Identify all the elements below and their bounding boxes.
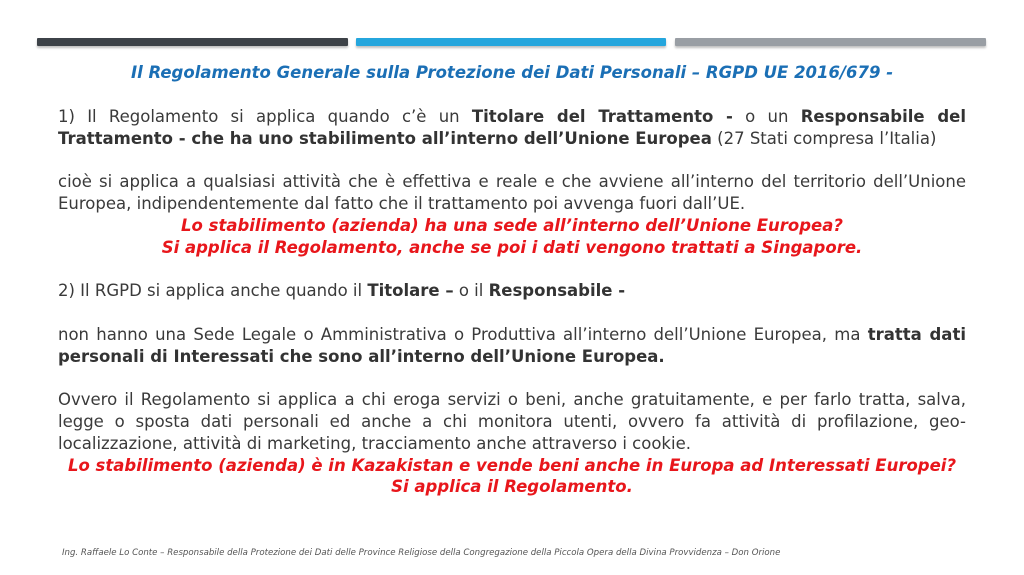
p4-text-1: non hanno una Sede Legale o Amministrativa o Produttiva all’interno dell’Unione Europea, ma bbox=[58, 324, 868, 344]
red-question-2: Lo stabilimento (azienda) è in Kazakistan e vende beni anche in Europa ad Interessati Europei? bbox=[67, 455, 957, 475]
red-question-1: Lo stabilimento (azienda) ha una sede all’interno dell’Unione Europea? bbox=[181, 215, 843, 235]
header-bar-dark bbox=[37, 38, 348, 46]
footer-credit: Ing. Raffaele Lo Conte – Responsabile della Protezione dei Dati delle Province Religiose della Congregazione della Piccola Opera della Divina Provvidenza – Don Orione bbox=[62, 548, 781, 558]
p1-bold-1: Titolare del Trattamento - bbox=[471, 106, 733, 126]
paragraph-5: Ovvero il Regolamento si applica a chi eroga servizi o beni, anche gratuitamente, e per farlo tratta, salva, legge o sposta dati personali ed anche a chi monitora utenti, ovvero fa attività di profilazione, geo-localizzazione, attività di marketing, tracciamento anche attraverso i cookie. bbox=[58, 390, 966, 453]
p3-bold-2: Responsabile - bbox=[488, 281, 626, 301]
p1-bold-2: Responsabile del Trattamento - che ha uno stabilimento all’interno dell’Unione Europea bbox=[58, 106, 966, 148]
p3-text-2: o il bbox=[453, 281, 489, 301]
red-answer-2: Si applica il Regolamento. bbox=[391, 477, 633, 497]
slide-content bbox=[58, 62, 966, 498]
header-bar-gray bbox=[675, 38, 986, 46]
p1-text-2: o un bbox=[732, 106, 801, 126]
paragraph-3 bbox=[58, 280, 966, 302]
paragraph-4 bbox=[58, 324, 966, 368]
p1-text-1: 1) Il Regolamento si applica quando c’è un bbox=[58, 106, 472, 126]
p3-text-1: 2) Il RGPD si applica anche quando il bbox=[58, 281, 368, 301]
paragraph-1 bbox=[58, 106, 966, 150]
p4-bold-1: tratta dati personali di Interessati che sono all’interno dell’Unione Europea. bbox=[58, 324, 966, 366]
p3-bold-1: Titolare – bbox=[367, 281, 454, 301]
red-answer-1: Si applica il Regolamento, anche se poi i dati vengono trattati a Singapore. bbox=[161, 237, 863, 257]
p1-text-3: (27 Stati compresa l’Italia) bbox=[711, 128, 937, 148]
header-bar-blue bbox=[356, 38, 666, 46]
paragraph-2: cioè si applica a qualsiasi attività che è effettiva e reale e che avviene all’interno del territorio dell’Unione Europea, indipendentemente dal fatto che il trattamento poi avvenga fuori dall’UE. bbox=[58, 172, 966, 213]
slide-title: Il Regolamento Generale sulla Protezione dei Dati Personali – RGPD UE 2016/679 - bbox=[130, 63, 894, 82]
